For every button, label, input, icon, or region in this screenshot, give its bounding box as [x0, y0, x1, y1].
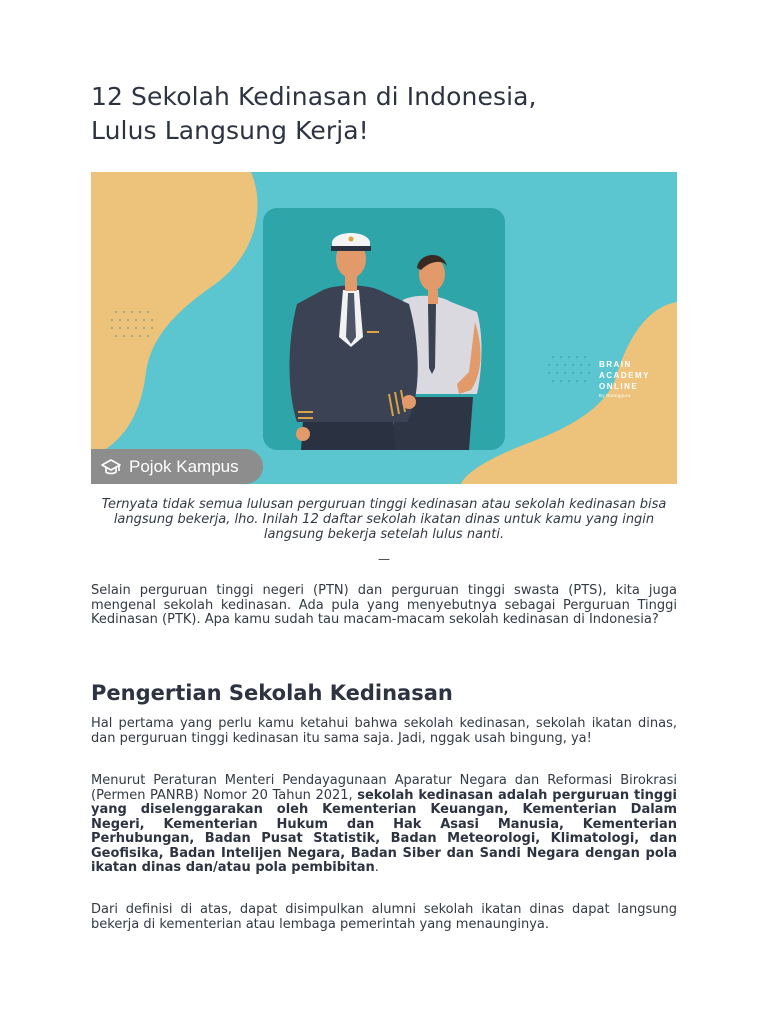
brand-byline: By Ruangguru — [599, 393, 631, 398]
graduation-cap-icon — [101, 458, 121, 476]
paragraph-1: Hal pertama yang perlu kamu ketahui bahwa sekolah kedinasan, sekolah ikatan dinas, dan perguruan tinggi kedinasan itu sama saja. Jadi, nggak usah bingung, ya! — [91, 716, 677, 746]
divider: — — [378, 552, 390, 566]
paragraph-2-lead: Menurut Peraturan Menteri Pendayagunaan Aparatur Negara dan Reformasi Birokrasi (Permen PANRB) Nomor 20 Tahun 2021, — [91, 773, 677, 803]
hero-image — [91, 172, 677, 484]
brand-line-1: BRAIN — [599, 360, 632, 369]
title-line-1: 12 Sekolah Kedinasan di Indonesia, — [91, 82, 537, 111]
image-caption: Ternyata tidak semua lulusan perguruan tinggi kedinasan atau sekolah kedinasan bisa langsung bekerja, lho. Inilah 12 daftar sekolah ikatan dinas untuk kamu yang ingin langsung bekerja setelah lulus nanti. — [101, 497, 667, 542]
badge-label: Pojok Kampus — [129, 456, 239, 476]
section-heading: Pengertian Sekolah Kedinasan — [91, 681, 453, 705]
hero-illustration — [91, 172, 677, 484]
brand-logo — [599, 359, 669, 400]
paragraph-2-definition: sekolah kedinasan adalah perguruan tinggi yang diselenggarakan oleh Kementerian Keuangan, Kementerian Dalam Negeri, Kementerian Hukum dan Hak Asasi Manusia, Kementerian Perhubungan, Badan Pusat Statistik, Badan Meteorologi, Klimatologi, dan Geofisika, Badan Intelijen Negara, Badan Siber dan Sandi Negara dengan pola ikatan dinas dan/atau pola pembibitan — [91, 787, 677, 875]
brand-line-2: ACADEMY — [599, 371, 650, 380]
title-line-2: Lulus Langsung Kerja! — [91, 116, 369, 145]
paragraph-3: Dari definisi di atas, dapat disimpulkan alumni sekolah ikatan dinas dapat langsung bekerja di kementerian atau lembaga pemerintah yang menaunginya. — [91, 902, 677, 932]
paragraph-2-end: . — [374, 860, 379, 875]
article-title — [91, 80, 677, 148]
pojok-kampus-badge — [91, 449, 263, 484]
brand-line-3: ONLINE — [599, 382, 639, 391]
paragraph-2 — [91, 774, 677, 876]
intro-paragraph: Selain perguruan tinggi negeri (PTN) dan perguruan tinggi swasta (PTS), kita juga mengenal sekolah kedinasan. Ada pula yang menyebutnya sebagai Perguruan Tinggi Kedinasan (PTK). Apa kamu sudah tau macam-macam sekolah kedinasan di Indonesia? — [91, 583, 677, 627]
